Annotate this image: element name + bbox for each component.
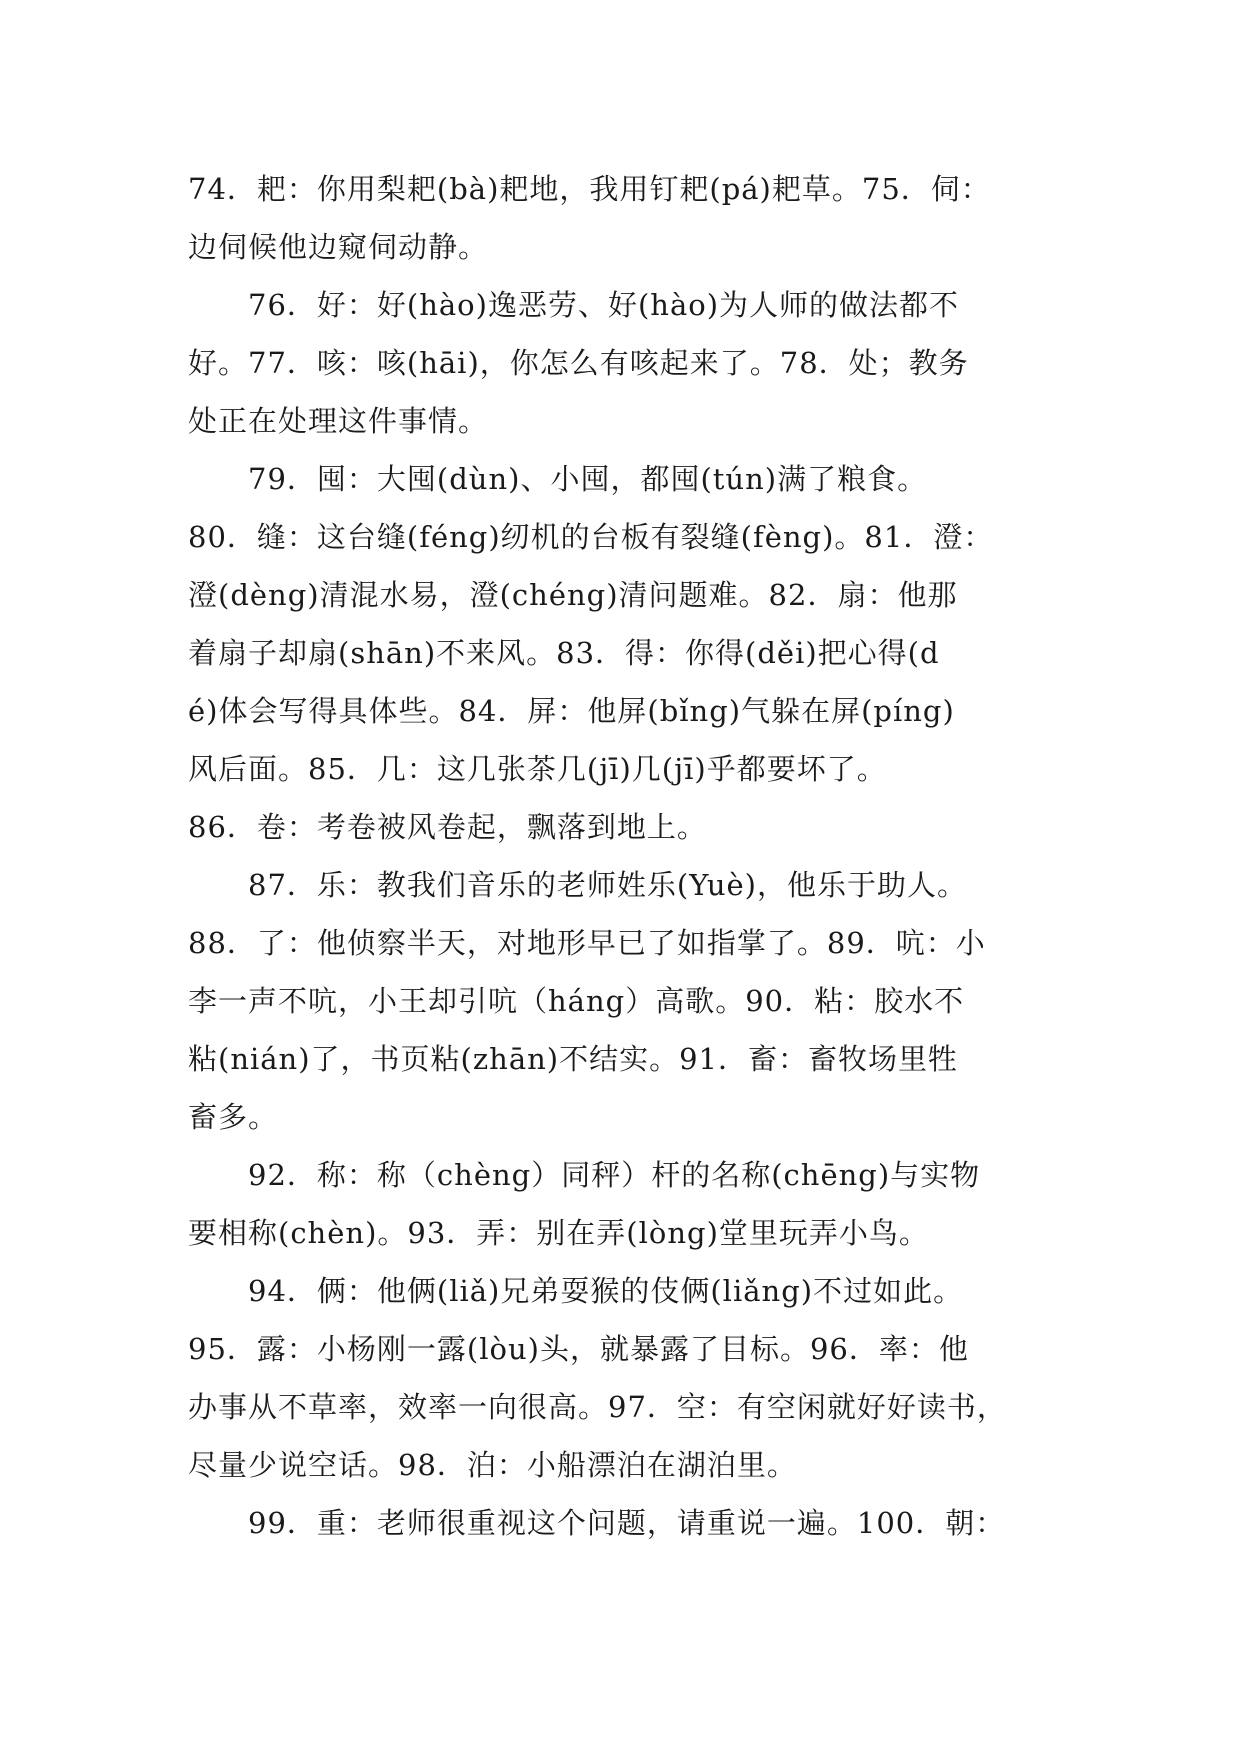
paragraph-79-86: [188, 450, 1058, 856]
document-body: [188, 160, 1058, 1552]
paragraph-99-100: [188, 1494, 1058, 1552]
text-line: 畜多。: [188, 1100, 279, 1134]
text-line: 86．卷：考卷被风卷起，飘落到地上。: [188, 810, 707, 844]
text-line: 95．露：小杨刚一露(lòu)头，就暴露了目标。96．率：他: [188, 1332, 969, 1366]
text-line: 好。77．咳：咳(hāi)，你怎么有咳起来了。78．处；教务: [188, 346, 969, 380]
text-line: 尽量少说空话。98．泊：小船漂泊在湖泊里。: [188, 1448, 797, 1482]
paragraph-87-91: [188, 856, 1058, 1146]
paragraph-94-98: [188, 1262, 1058, 1494]
paragraph-76-78: [188, 276, 1058, 450]
text-line: 99．重：老师很重视这个问题，请重说一遍。100．朝：: [248, 1506, 1006, 1540]
text-line: 80．缝：这台缝(féng)纫机的台板有裂缝(fèng)。81．澄：: [188, 520, 994, 554]
text-line: 澄(dèng)清混水易，澄(chéng)清问题难。82．扇：他那: [188, 578, 958, 612]
paragraph-74-75: [188, 160, 1058, 276]
text-line: 办事从不草率，效率一向很高。97．空：有空闲就好好读书，: [188, 1390, 1007, 1424]
text-line: 边伺候他边窥伺动静。: [188, 230, 489, 264]
text-line: 79．囤：大囤(dùn)、小囤，都囤(tún)满了粮食。: [248, 462, 928, 496]
text-line: 李一声不吭，小王却引吭（háng）高歌。90．粘：胶水不: [188, 984, 965, 1018]
text-line: 94．俩：他俩(liǎ)兄弟耍猴的伎俩(liǎng)不过如此。: [248, 1274, 964, 1308]
text-line: 87．乐：教我们音乐的老师姓乐(Yuè)，他乐于助人。: [248, 868, 967, 902]
text-line: 88．了：他侦察半天，对地形早已了如指掌了。89．吭：小: [188, 926, 986, 960]
text-line: 76．好：好(hào)逸恶劳、好(hào)为人师的做法都不: [248, 288, 960, 322]
paragraph-92-93: [188, 1146, 1058, 1262]
text-line: 74．耙：你用梨耙(bà)耙地，我用钉耙(pá)耙草。75．伺：: [188, 172, 991, 206]
text-line: 要相称(chèn)。93．弄：别在弄(lòng)堂里玩弄小鸟。: [188, 1216, 929, 1250]
text-line: 风后面。85．几：这几张茶几(jī)几(jī)乎都要坏了。: [188, 752, 887, 786]
text-line: 着扇子却扇(shān)不来风。83．得：你得(děi)把心得(d: [188, 636, 940, 670]
text-line: 92．称：称（chèng）同秤）杆的名称(chēng)与实物: [248, 1158, 981, 1192]
text-line: é)体会写得具体些。84．屏：他屏(bǐng)气躲在屏(píng): [188, 694, 955, 728]
text-line: 粘(nián)了，书页粘(zhān)不结实。91．畜：畜牧场里牲: [188, 1042, 958, 1076]
text-line: 处正在处理这件事情。: [188, 404, 489, 438]
